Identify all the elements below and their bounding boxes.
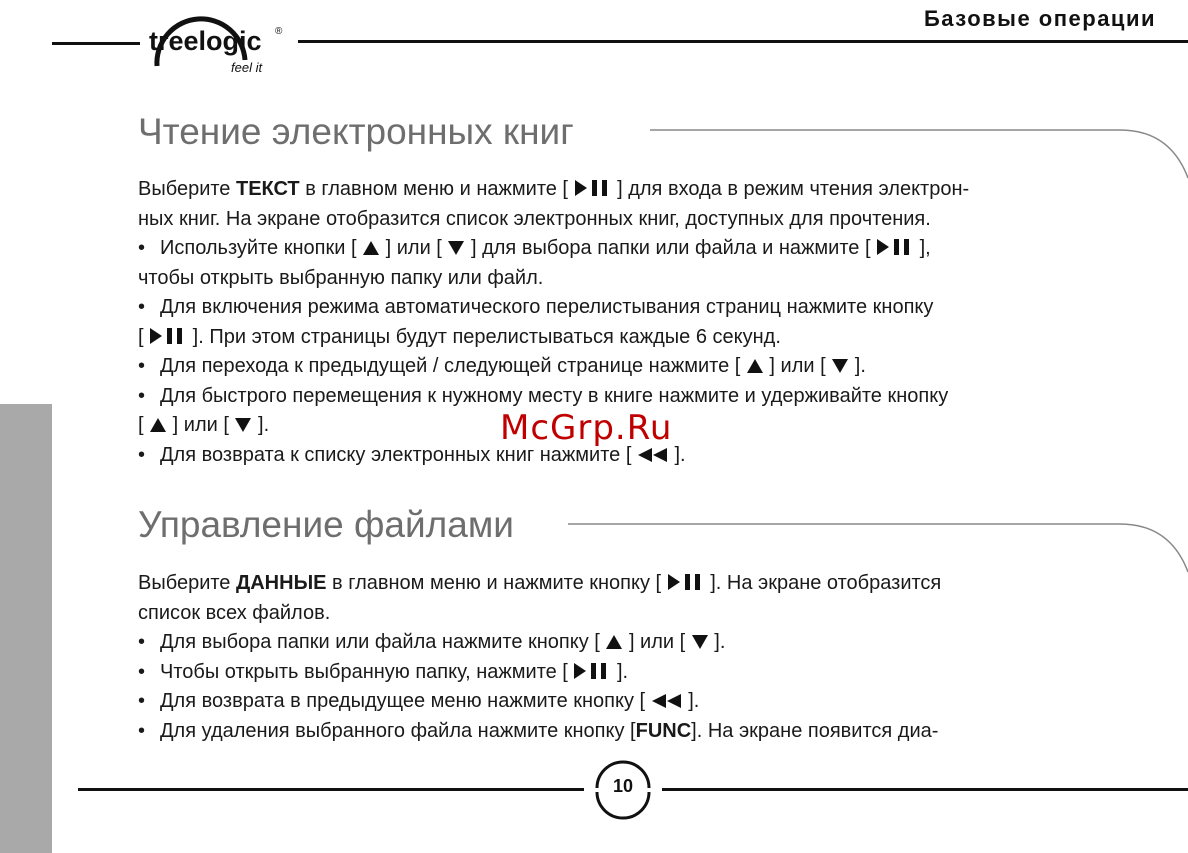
play-pause-icon [667, 573, 705, 591]
list-item [138, 234, 1148, 293]
files-intro [138, 569, 1148, 628]
arrow-up-icon [605, 634, 623, 650]
bold-term: ТЕКСТ [235, 178, 300, 200]
bullet-icon: • [138, 237, 146, 259]
arrow-down-icon [234, 417, 252, 433]
text-line: • Используйте кнопки [ ] или [ ] для выбора папки или файла и нажмите [ ], [138, 234, 1148, 264]
bullet-icon: • [138, 631, 146, 653]
arrow-up-icon [362, 240, 380, 256]
arrow-up-icon [746, 358, 764, 374]
brand-tagline: feel it [231, 60, 263, 75]
watermark: McGrp.Ru [500, 408, 673, 448]
text-line: список всех файлов. [138, 601, 331, 624]
bold-term: ДАННЫЕ [235, 572, 327, 594]
play-pause-icon [573, 662, 611, 680]
text-line: • Для включения режима автоматического перелистывания страниц нажмите кнопку [138, 293, 1148, 323]
text-line: • Для быстрого перемещения к нужному месту в книге нажмите и удерживайте кнопку [138, 382, 1148, 412]
text-line: • Для удаления выбранного файла нажмите кнопку [FUNC]. На экране появится диа- [138, 717, 1148, 747]
bullet-icon: • [138, 355, 146, 377]
text-line: [ ]. При этом страницы будут перелистываться каждые 6 секунд. [138, 325, 781, 348]
bold-term: FUNC [635, 719, 692, 742]
files-body [138, 569, 1148, 746]
arrow-up-icon [149, 417, 167, 433]
page-number: 10 [612, 776, 634, 796]
page-header-title: Базовые операции [923, 6, 1156, 31]
play-pause-icon [574, 179, 612, 197]
brand-logo [135, 0, 295, 92]
text-line: • Для возврата в предыдущее меню нажмите кнопку [ ]. [138, 687, 1148, 717]
side-tab [0, 404, 52, 853]
arrow-down-icon [831, 358, 849, 374]
list-item [138, 717, 1148, 747]
list-item [138, 687, 1148, 717]
rewind-icon [651, 693, 683, 709]
brand-name: treelogic [149, 26, 262, 56]
bullet-icon: • [138, 443, 146, 466]
ebooks-intro [138, 175, 1148, 234]
text-line: • Для выбора папки или файла нажмите кнопку [ ] или [ ]. [138, 628, 1148, 658]
arrow-down-icon [691, 634, 709, 650]
text-line: • Для возврата к списку электронных книг нажмите [ ]. [138, 441, 1148, 471]
footer-rule-right [662, 788, 1188, 791]
text-line: Выберите ДАННЫЕ в главном меню и нажмите кнопку [ ]. На экране отобразится [138, 572, 942, 594]
files-bullets [138, 628, 1148, 746]
text-line: • Для перехода к предыдущей / следующей странице нажмите [ ] или [ ]. [138, 352, 1148, 382]
header-rule-right [298, 40, 1188, 43]
rewind-icon [637, 447, 669, 463]
text-line: чтобы открыть выбранную папку или файл. [138, 266, 544, 289]
bullet-icon: • [138, 660, 146, 683]
section-heading-files: Управление файлами [138, 504, 514, 545]
play-pause-icon [876, 238, 914, 256]
text-line: Выберите ТЕКСТ в главном меню и нажмите [ ] для входа в режим чтения электрон- [138, 178, 970, 200]
text-line: ных книг. На экране отобразится список электронных книг, доступных для прочтения. [138, 207, 931, 230]
arrow-down-icon [447, 240, 465, 256]
list-item [138, 293, 1148, 352]
list-item [138, 658, 1148, 688]
list-item [138, 628, 1148, 658]
bullet-icon: • [138, 296, 146, 318]
bullet-icon: • [138, 690, 146, 712]
bullet-icon: • [138, 719, 146, 742]
bullet-icon: • [138, 384, 146, 407]
brand-registered-mark: ® [275, 26, 283, 37]
text-line: • Чтобы открыть выбранную папку, нажмите [ ]. [138, 658, 1148, 688]
header-rule-left [52, 42, 140, 45]
section-heading-ebooks: Чтение электронных книг [138, 111, 574, 152]
play-pause-icon [149, 327, 187, 345]
list-item [138, 352, 1148, 382]
footer-rule-left [78, 788, 584, 791]
text-line: [ ] или [ ]. [138, 414, 270, 436]
